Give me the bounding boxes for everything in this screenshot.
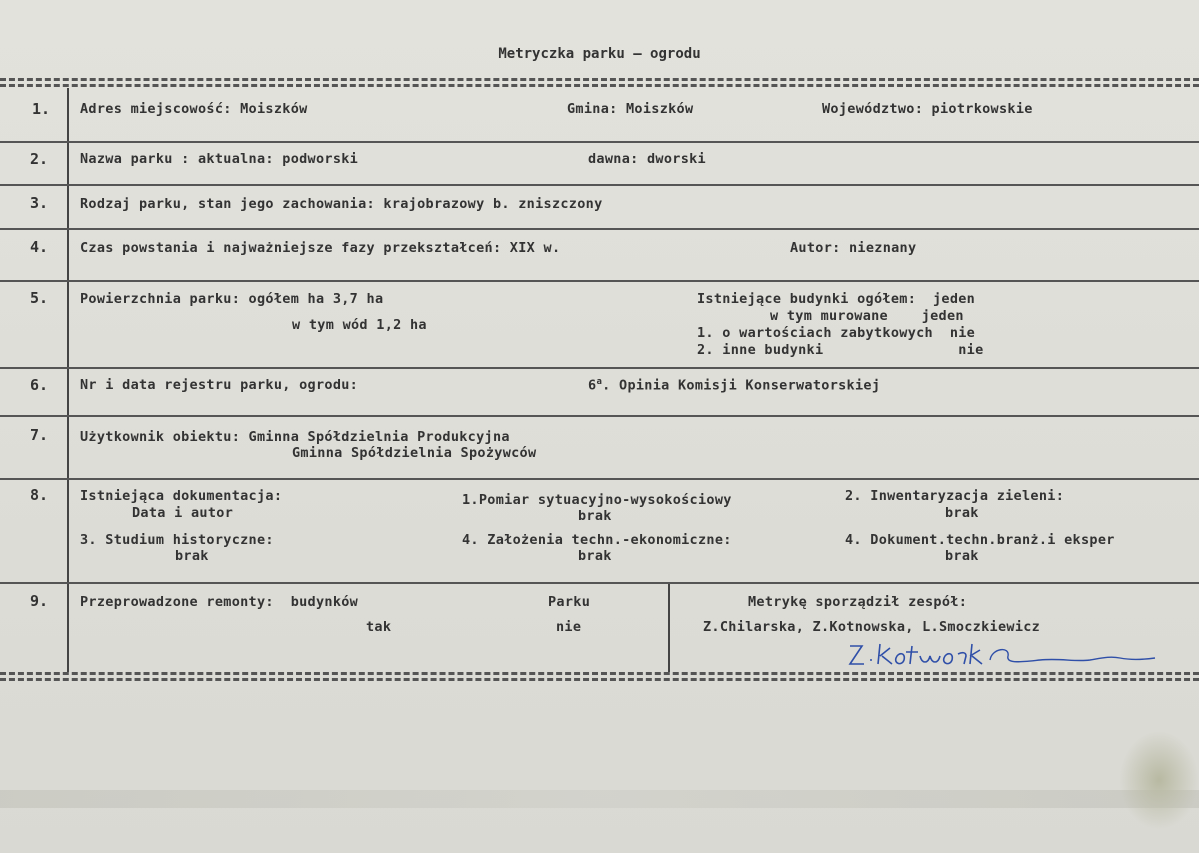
- row-divider: [0, 228, 1199, 230]
- commission-opinion-field: [588, 377, 880, 394]
- row-divider: [0, 280, 1199, 282]
- column-divider: [67, 88, 69, 672]
- row-divider: [0, 582, 1199, 584]
- area-total-field: Powierzchnia parku: ogółem ha 3,7 ha: [80, 291, 384, 307]
- paper-stain: [1119, 730, 1199, 830]
- park-renovation-value: nie: [556, 619, 582, 635]
- team-names: Z.Chilarska, Z.Kotnowska, L.Smoczkiewicz: [703, 619, 1041, 635]
- gmina-field: Gmina: Moiszków: [567, 101, 694, 117]
- greenery-inventory-field: 2. Inwentaryzacja zieleni:: [845, 488, 1065, 504]
- wojewodztwo-field: Województwo: piotrkowskie: [822, 101, 1033, 117]
- row-7-number: 7.: [30, 426, 49, 444]
- industry-doc-value: brak: [945, 548, 979, 564]
- tech-economic-field: 4. Założenia techn.-ekonomiczne:: [462, 532, 732, 548]
- former-name-field: dawna: dworski: [588, 151, 706, 167]
- row-2-number: 2.: [30, 150, 49, 168]
- top-rule: [0, 78, 1199, 81]
- tech-economic-value: brak: [578, 548, 612, 564]
- survey-field: 1.Pomiar sytuacyjno-wysokościowy: [462, 492, 732, 508]
- row-divider: [0, 367, 1199, 369]
- prepared-by-label: Metrykę sporządził zespół:: [748, 594, 968, 610]
- documentation-label: Istniejąca dokumentacja:: [80, 488, 283, 504]
- opinion-number: 6: [588, 377, 597, 394]
- area-water-field: w tym wód 1,2 ha: [292, 317, 427, 333]
- row-divider: [0, 141, 1199, 143]
- user-field: Użytkownik obiektu: Gminna Spółdzielnia Produkcyjna: [80, 429, 510, 445]
- park-type-field: Rodzaj parku, stan jego zachowania: krajobrazowy b. zniszczony: [80, 196, 603, 212]
- survey-value: brak: [578, 508, 612, 524]
- document-title: Metryczka parku – ogrodu: [498, 46, 701, 62]
- buildings-total-field: Istniejące budynki ogółem: jeden: [697, 291, 976, 307]
- row-9-number: 9.: [30, 592, 49, 610]
- renovations-buildings-value: tak: [366, 619, 392, 635]
- row-9-divider: [668, 584, 670, 672]
- row-4-number: 4.: [30, 238, 49, 256]
- documentation-date-author: Data i autor: [132, 505, 234, 521]
- buildings-masonry-field: w tym murowane jeden: [770, 308, 964, 324]
- bottom-rule-2: [0, 678, 1199, 681]
- historical-study-field: 3. Studium historyczne:: [80, 532, 274, 548]
- register-field: Nr i data rejestru parku, ogrodu:: [80, 377, 359, 393]
- address-field: Adres miejscowość: Moiszków: [80, 101, 308, 117]
- renovations-field: Przeprowadzone remonty: budynków: [80, 594, 359, 610]
- opinion-label: . Opinia Komisji Konserwatorskiej: [602, 377, 881, 394]
- park-name-field: Nazwa parku : aktualna: podworski: [80, 151, 359, 167]
- industry-doc-field: 4. Dokument.techn.branż.i eksper: [845, 532, 1115, 548]
- park-renovation-label: Parku: [548, 594, 591, 610]
- origin-time-field: Czas powstania i najważniejsze fazy przekształceń: XIX w.: [80, 240, 561, 256]
- author-field: Autor: nieznany: [790, 240, 917, 256]
- bottom-rule: [0, 672, 1199, 675]
- row-5-number: 5.: [30, 289, 49, 307]
- row-1-number: 1.: [32, 100, 51, 118]
- buildings-historic-field: 1. o wartościach zabytkowych nie: [697, 325, 976, 341]
- row-divider: [0, 415, 1199, 417]
- row-6-number: 6.: [30, 376, 49, 394]
- row-3-number: 3.: [30, 194, 49, 212]
- row-divider: [0, 184, 1199, 186]
- historical-study-value: brak: [175, 548, 209, 564]
- handwritten-signature: [840, 638, 1170, 674]
- row-divider: [0, 478, 1199, 480]
- user-field-2: Gminna Spółdzielnia Spożywców: [292, 445, 537, 461]
- buildings-other-field: 2. inne budynki nie: [697, 342, 984, 358]
- faded-strip: [0, 790, 1199, 808]
- opinion-superscript: a: [596, 377, 603, 387]
- row-8-number: 8.: [30, 486, 49, 504]
- top-rule-2: [0, 84, 1199, 87]
- greenery-inventory-value: brak: [945, 505, 979, 521]
